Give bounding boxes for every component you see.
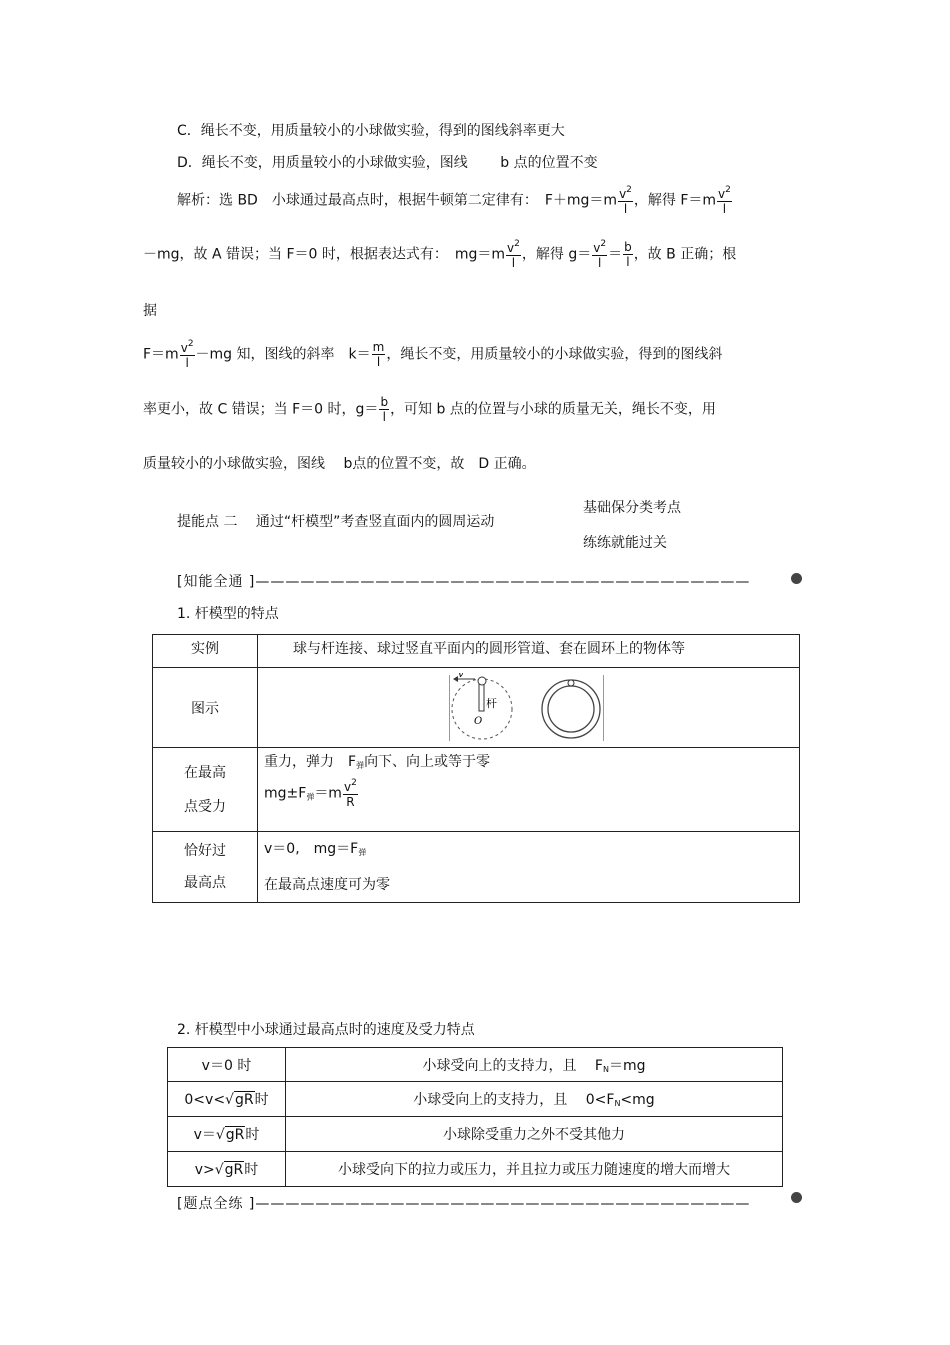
table-cell-label: 图示 (153, 668, 258, 748)
table-cell-condition: 0<v<√gR时 (168, 1082, 286, 1117)
tube-ball-icon (568, 680, 574, 686)
table-cell-value: v＝0, $mg=F_弹$ 在最高点速度可为零 (258, 832, 800, 903)
fraction-b-over-l: $\frac{b}{l}$ (380, 395, 389, 424)
practice-section-rule: [题点全练 ]————————————————————————————————— (177, 1196, 751, 1212)
section-side-label-2: 练练就能过关 (583, 535, 667, 551)
option-d: D．绳长不变，用质量较小的小球做实验，图线 b 点的位置不变 (177, 155, 598, 171)
rod-model-figure (449, 673, 609, 743)
section-side-label-1: 基础保分类考点 (583, 500, 681, 516)
table-cell-condition: v＝0 时 (168, 1048, 286, 1082)
tube-outer-circle (542, 680, 600, 738)
table-cell-label: 恰好过 最高点 (153, 832, 258, 903)
speed-force-table (167, 1047, 783, 1187)
heading-1: 1. 杆模型的特点 (177, 606, 279, 622)
rod-icon (479, 681, 484, 711)
table-cell-value: 球与杆连接、球过竖直平面内的圆形管道、套在圆环上的物体等 (258, 635, 800, 668)
center-label: O (474, 715, 483, 727)
analysis-line-3: 据 (143, 303, 157, 319)
table-cell-description: 小球受向下的拉力或压力，并且拉力或压力随速度的增大而增大 (286, 1152, 783, 1187)
fraction-v2-over-l: $\frac{v^2}{l}$ (593, 239, 607, 270)
tube-inner-circle (548, 686, 594, 732)
knowledge-section-rule: [知能全通 ]————————————————————————————————— (177, 574, 751, 590)
rod-model-table (152, 634, 800, 903)
analysis-line-5: 率更小，故 C 错误；当 F＝0 时，g＝ $\frac{b}{l}$ ，可知 b 点的位置与小球的质量无关，绳长不变，用 (143, 395, 716, 424)
fraction-b-over-l: $\frac{b}{l}$ (624, 240, 632, 269)
fraction-m-over-l: $\frac{m}{l}$ (372, 340, 385, 369)
analysis-line-2: －mg，故 A 错误；当 F＝0 时，根据表达式有： mg＝m $\frac{v^2}{l}$ ，解得 g＝ $\frac{v^2}{l}$ ＝ $\frac{b}{l}$ ，故 B 正确；根 (143, 239, 737, 270)
table-cell-figure (258, 668, 800, 748)
analysis-line-6: 质量较小的小球做实验，图线 b点的位置不变，故 D 正确。 (143, 456, 536, 472)
table-cell-description: 小球受向上的支持力，且 $0<F_N<mg$ (286, 1082, 783, 1117)
fraction-v2-over-r: $\frac{v^2}{R}$ (343, 778, 357, 809)
option-c: C．绳长不变，用质量较小的小球做实验，得到的图线斜率更大 (177, 123, 565, 139)
rod-label: 杆 (486, 696, 497, 710)
ball-icon (478, 677, 486, 685)
fraction-v2-over-l: $\frac{v^2}{l}$ (180, 339, 194, 370)
fraction-v2-over-l: $\frac{v^2}{l}$ (718, 185, 731, 216)
fraction-v2-over-l: $\frac{v^2}{l}$ (619, 185, 632, 216)
table-cell-label: 实例 (153, 635, 258, 668)
sqrt-gr: √gR (225, 1092, 254, 1108)
table-cell-condition: v>√gR时 (168, 1152, 286, 1187)
table-cell-condition: v＝√gR时 (168, 1117, 286, 1152)
fraction-v2-over-l: $\frac{v^2}{l}$ (507, 239, 520, 270)
table-cell-description: 小球受向上的支持力，且 $F_N=mg$ (286, 1048, 783, 1082)
analysis-line-1: 解析：选 BD 小球通过最高点时，根据牛顿第二定律有： F＋mg＝m $\frac{v^2}{l}$ ，解得 F＝m $\frac{v^2}{l}$ (177, 185, 731, 216)
sqrt-gr: √gR (215, 1127, 245, 1143)
table-cell-description: 小球除受重力之外不受其他力 (286, 1117, 783, 1152)
analysis-line-4: F＝m $\frac{v^2}{l}$ －mg 知，图线的斜率 k＝ $\frac{m}{l}$ ，绳长不变，用质量较小的小球做实验，得到的图线斜 (143, 339, 723, 370)
section-title: 提能点 二 通过“杆模型”考查竖直面内的圆周运动 (177, 514, 495, 530)
velocity-label: v (458, 672, 464, 680)
sqrt-gr: √gR (214, 1162, 244, 1178)
table-cell-label: 在最高 点受力 (153, 748, 258, 832)
table-cell-value: 重力，弹力 $F_弹$向下、向上或等于零 $mg\pm F_弹=m$ $\frac{v^2}{R}$ (258, 748, 800, 832)
bullet-dot (791, 573, 802, 584)
heading-2: 2. 杆模型中小球通过最高点时的速度及受力特点 (177, 1022, 475, 1038)
bullet-dot (791, 1192, 802, 1203)
